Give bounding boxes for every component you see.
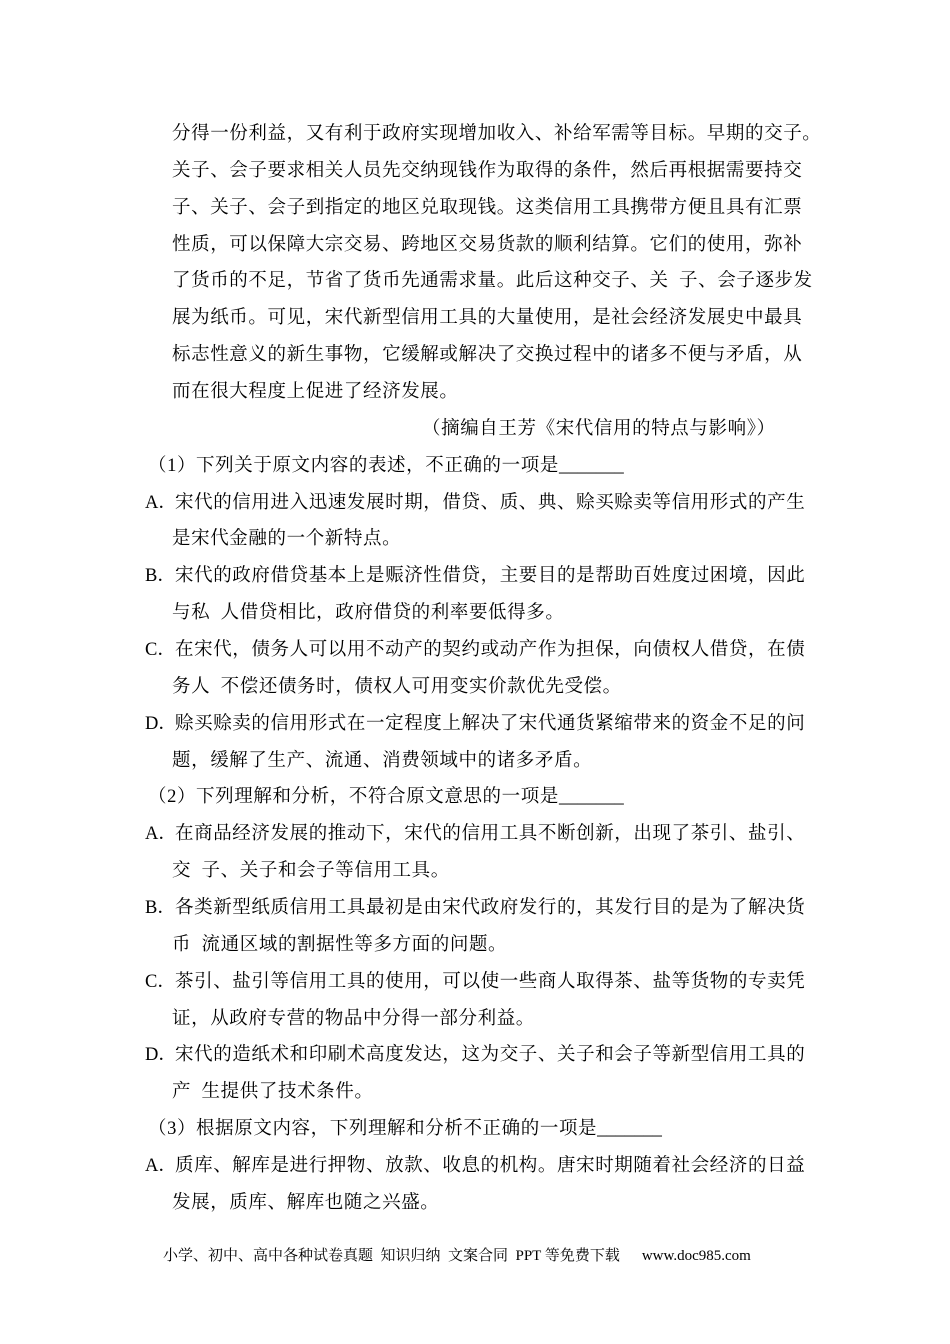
- option-label: D．: [145, 1045, 177, 1066]
- option-label: B．: [145, 566, 176, 587]
- option-text-continued: 证，从政府专营的物品中分得一部分利益。: [172, 1008, 535, 1029]
- option-text: 赊买赊卖的信用形式在一定程度上解决了宋代通货紧缩带来的资金不足的问: [175, 713, 806, 734]
- option-text-continued: 务人 不偿还债务时，债权人可用变实价款优先受偿。: [172, 676, 622, 697]
- option-label: A．: [145, 492, 177, 513]
- question-stem: [0, 1111, 950, 1148]
- option-text-continued: 交 子、关子和会子等信用工具。: [172, 861, 450, 882]
- option-label: B．: [145, 898, 176, 919]
- option-text: 宋代的造纸术和印刷术高度发达，这为交子、关子和会子等新型信用工具的: [175, 1045, 806, 1066]
- option-label: A．: [145, 1156, 177, 1177]
- question-stem-text: （3）根据原文内容，下列理解和分析不正确的一项是: [148, 1119, 598, 1140]
- passage-line: 而在很大程度上促进了经济发展。: [172, 382, 459, 403]
- option-text: 各类新型纸质信用工具最初是由宋代政府发行的，其发行目的是为了解决货: [175, 898, 806, 919]
- answer-blank: _______: [558, 787, 624, 808]
- passage-line: 展为纸币。可见，宋代新型信用工具的大量使用，是社会经济发展史中最具: [172, 308, 803, 329]
- option-text-continued: 产 生提供了技术条件。: [172, 1082, 374, 1103]
- question-stem: [0, 448, 950, 485]
- option-c: [0, 964, 950, 1001]
- option-d: [0, 1037, 950, 1074]
- footer-url: www.doc985.com: [641, 1248, 751, 1264]
- passage-line: 分得一份利益，又有利于政府实现增加收入、补给军需等目标。早期的交子。: [172, 124, 822, 144]
- option-label: A．: [145, 824, 177, 845]
- option-c: [0, 632, 950, 669]
- passage-line: 关子、会子要求相关人员先交纳现钱作为取得的条件，然后再根据需要持交: [172, 160, 803, 181]
- question-stem-text: （1）下列关于原文内容的表述，不正确的一项是: [148, 455, 559, 476]
- question-stem: [0, 779, 950, 816]
- option-text: 质库、解库是进行押物、放款、收息的机构。唐宋时期随着社会经济的日益: [175, 1156, 806, 1177]
- option-text: 在宋代，债务人可以用不动产的契约或动产作为担保，向债权人借贷，在债: [175, 640, 806, 661]
- option-text-continued: 发展，质库、解库也随之兴盛。: [172, 1192, 440, 1213]
- answer-blank: _______: [597, 1119, 662, 1140]
- option-d: [0, 706, 950, 743]
- option-b: [0, 890, 950, 927]
- option-label: D．: [145, 713, 177, 734]
- option-text: 宋代的信用进入迅速发展时期，借贷、质、典、赊买赊卖等信用形式的产生: [175, 492, 806, 513]
- option-a: [0, 485, 950, 522]
- option-b: [0, 558, 950, 595]
- footer-text: 小学、初中、高中各种试卷真题 知识归纳 文案合同 PPT 等免费下载: [163, 1248, 620, 1264]
- option-label: C．: [145, 971, 176, 992]
- passage-line: 了货币的不足，节省了货币先通需求量。此后这种交子、关 子、会子逐步发: [172, 271, 813, 292]
- page-footer: [163, 1245, 843, 1267]
- option-text-continued: 与私 人借贷相比，政府借贷的利率要低得多。: [172, 603, 565, 624]
- option-text-continued: 是宋代金融的一个新特点。: [172, 529, 402, 550]
- source-citation: （摘编自王芳《宋代信用的特点与影响》）: [422, 418, 776, 439]
- option-label: C．: [145, 640, 176, 661]
- option-text: 茶引、盐引等信用工具的使用，可以使一些商人取得茶、盐等货物的专卖凭: [175, 971, 806, 992]
- document-body: [0, 116, 950, 1222]
- option-text: 在商品经济发展的推动下，宋代的信用工具不断创新，出现了茶引、盐引、: [175, 824, 806, 845]
- option-text-continued: 题，缓解了生产、流通、消费领域中的诸多矛盾。: [172, 750, 593, 771]
- option-a: [0, 1148, 950, 1185]
- passage-line: 性质，可以保障大宗交易、跨地区交易货款的顺利结算。它们的使用，弥补: [172, 234, 803, 255]
- passage-line: 标志性意义的新生事物，它缓解或解决了交换过程中的诸多不便与矛盾，从: [172, 345, 803, 366]
- option-a: [0, 816, 950, 853]
- option-text: 宋代的政府借贷基本上是赈济性借贷，主要目的是帮助百姓度过困境，因此: [175, 566, 806, 587]
- question-stem-text: （2）下列理解和分析，不符合原文意思的一项是: [148, 787, 559, 808]
- passage-line: 子、关子、会子到指定的地区兑取现钱。这类信用工具携带方便且具有汇票: [172, 197, 803, 218]
- answer-blank: _______: [558, 455, 624, 476]
- option-text-continued: 币 流通区域的割据性等多方面的问题。: [172, 934, 508, 955]
